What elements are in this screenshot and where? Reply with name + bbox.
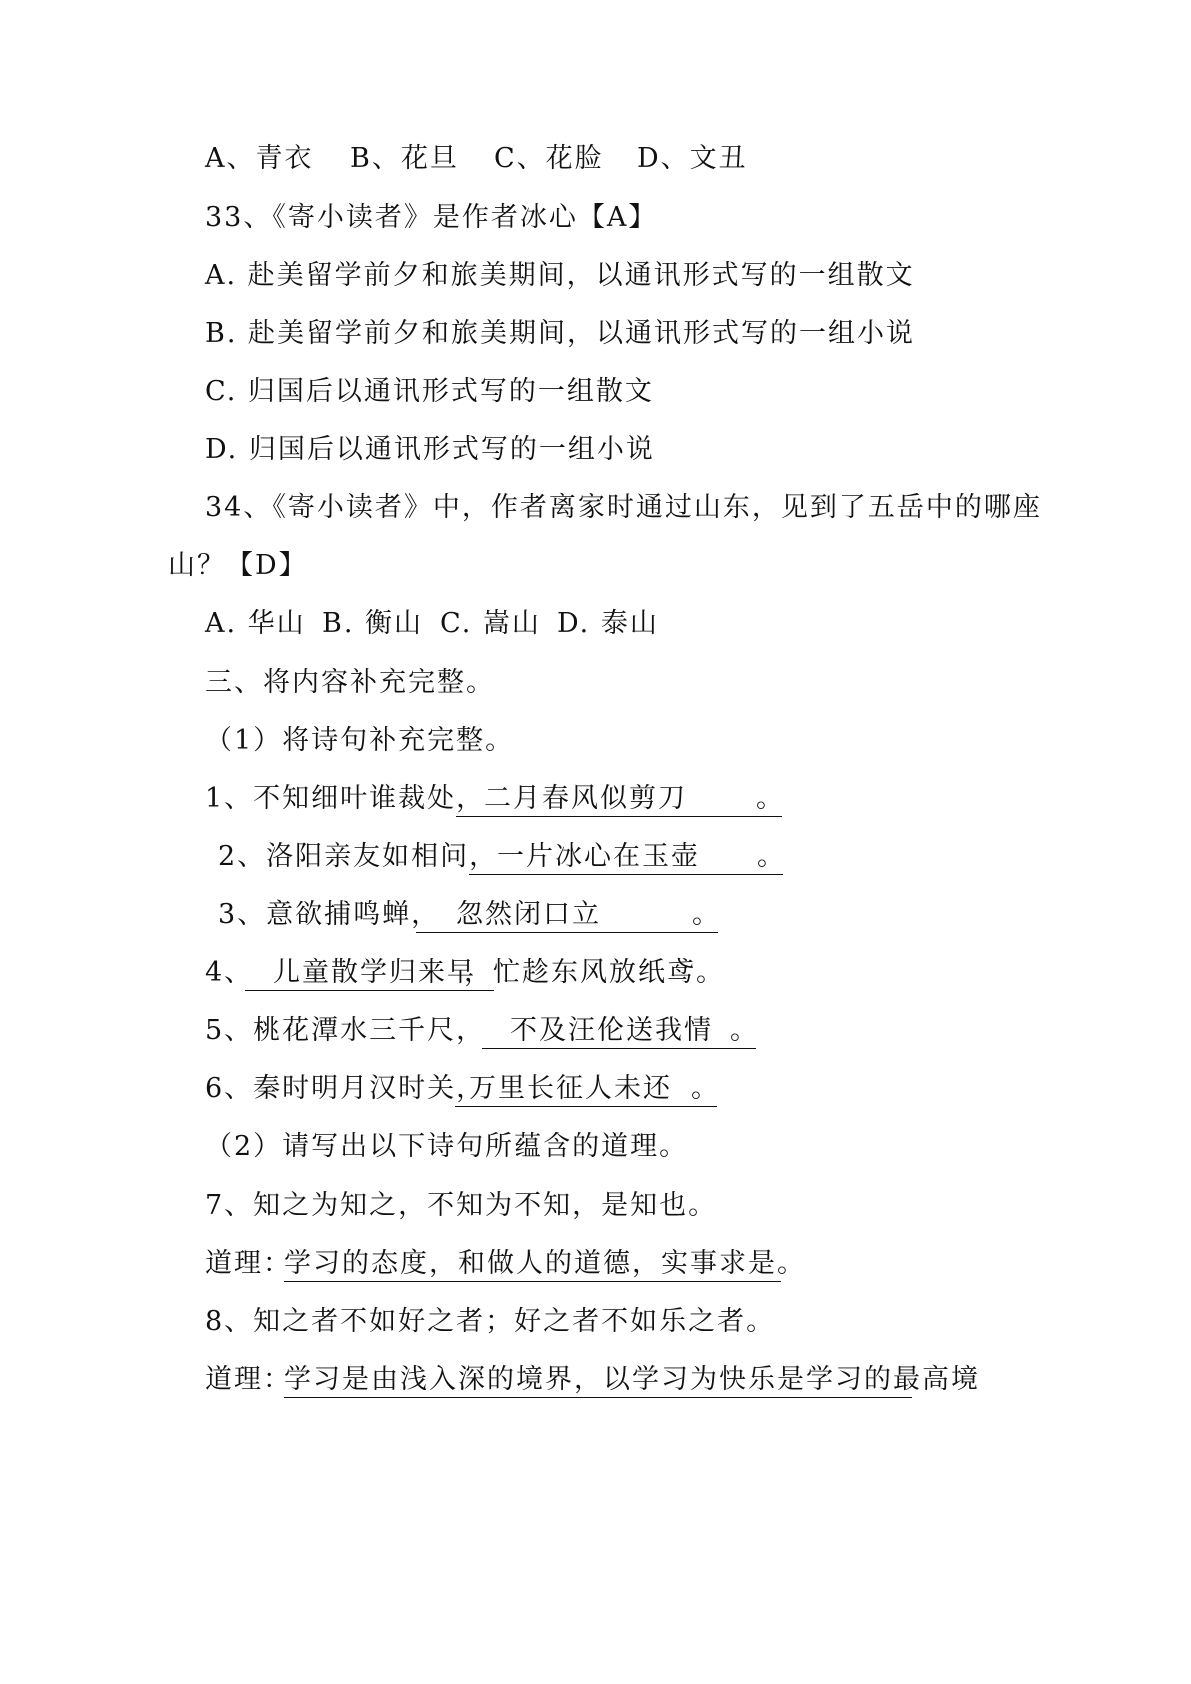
q8-answer-line [284,1363,980,1398]
q34-option-a: A. 华山 [205,608,306,639]
poem-item-2-answer-line [469,840,786,875]
q34-option-b: B. 衡山 [322,608,424,639]
poem-item-1-answer-line [456,782,785,817]
q8-label: 道理： [205,1364,292,1395]
q34-option-d: D. 泰山 [557,608,659,639]
q7-text: 7、知之为知之，不知为不知，是知也。 [205,1190,718,1221]
q32-option-b: B、花旦 [350,143,459,174]
poem-item-2-answer: 一片冰心在玉壶 [497,841,700,872]
poem-item-3-answer: 忽然闭口立 [456,899,601,930]
poem-item-2-suffix: 。 [757,841,786,872]
part1-heading: （1）将诗句补充完整。 [205,725,515,756]
poem-item-3-suffix: 。 [692,899,721,930]
poem-item-5-suffix: 。 [730,1015,759,1046]
poem-item-1-answer: 二月春风似剪刀 [484,783,687,814]
q34-stem-line2: 山？【D】 [168,550,308,581]
poem-item-5-answer-line [482,1014,759,1049]
q34-option-c: C. 嵩山 [440,608,541,639]
q8-text: 8、知之者不如好之者；好之者不如乐之者。 [205,1306,776,1337]
poem-item-5-prefix: 5、桃花潭水三千尺， [205,1015,486,1046]
q33-option-c: C. 归国后以通讯形式写的一组散文 [205,376,654,407]
poem-item-6-answer-line [455,1072,720,1107]
q33-option-d: D. 归国后以通讯形式写的一组小说 [205,434,655,465]
q33-option-a: A. 赴美留学前夕和旅美期间，以通讯形式写的一组散文 [205,260,915,291]
q34-stem-line1: 34、《寄小读者》中，作者离家时通过山东，见到了五岳中的哪座 [205,492,1042,523]
q33-stem: 33、《寄小读者》是作者冰心【A】 [205,202,658,233]
part2-heading: （2）请写出以下诗句所蕴含的道理。 [205,1131,689,1162]
q7-answer: 学习的态度，和做人的道德，实事求是。 [284,1248,806,1279]
q33-option-b: B. 赴美留学前夕和旅美期间，以通讯形式写的一组小说 [205,318,916,349]
poem-item-4-answer: 儿童散学归来早 [273,957,476,988]
q7-answer-line [284,1247,806,1282]
poem-item-1-suffix: 。 [756,783,785,814]
poem-item-4-prefix: 4、 [205,957,254,988]
poem-item-4-answer-line [245,956,494,991]
q32-option-d: D、文丑 [637,143,748,174]
poem-item-3-answer-line [416,898,721,933]
poem-item-6-answer: 万里长征人未还 [469,1073,672,1104]
q7-label: 道理： [205,1248,292,1279]
poem-item-5-answer: 不及汪伦送我情 [510,1015,713,1046]
q32-option-a: A、青衣 [205,143,314,174]
section3-heading: 三、将内容补充完整。 [205,667,495,698]
poem-item-4-suffix: ，忙趁东风放纸鸢。 [464,957,725,988]
poem-item-6-suffix: 。 [691,1073,720,1104]
poem-item-1-prefix: 1、不知细叶谁裁处， [205,783,486,814]
poem-item-6-prefix: 6、秦时明月汉时关， [205,1073,486,1104]
poem-item-3-prefix: 3、意欲捕鸣蝉， [218,899,441,930]
q32-option-c: C、花脸 [494,143,604,174]
poem-item-2-prefix: 2、洛阳亲友如相问， [218,841,499,872]
q8-answer: 学习是由浅入深的境界，以学习为快乐是学习的最高境 [284,1364,980,1395]
